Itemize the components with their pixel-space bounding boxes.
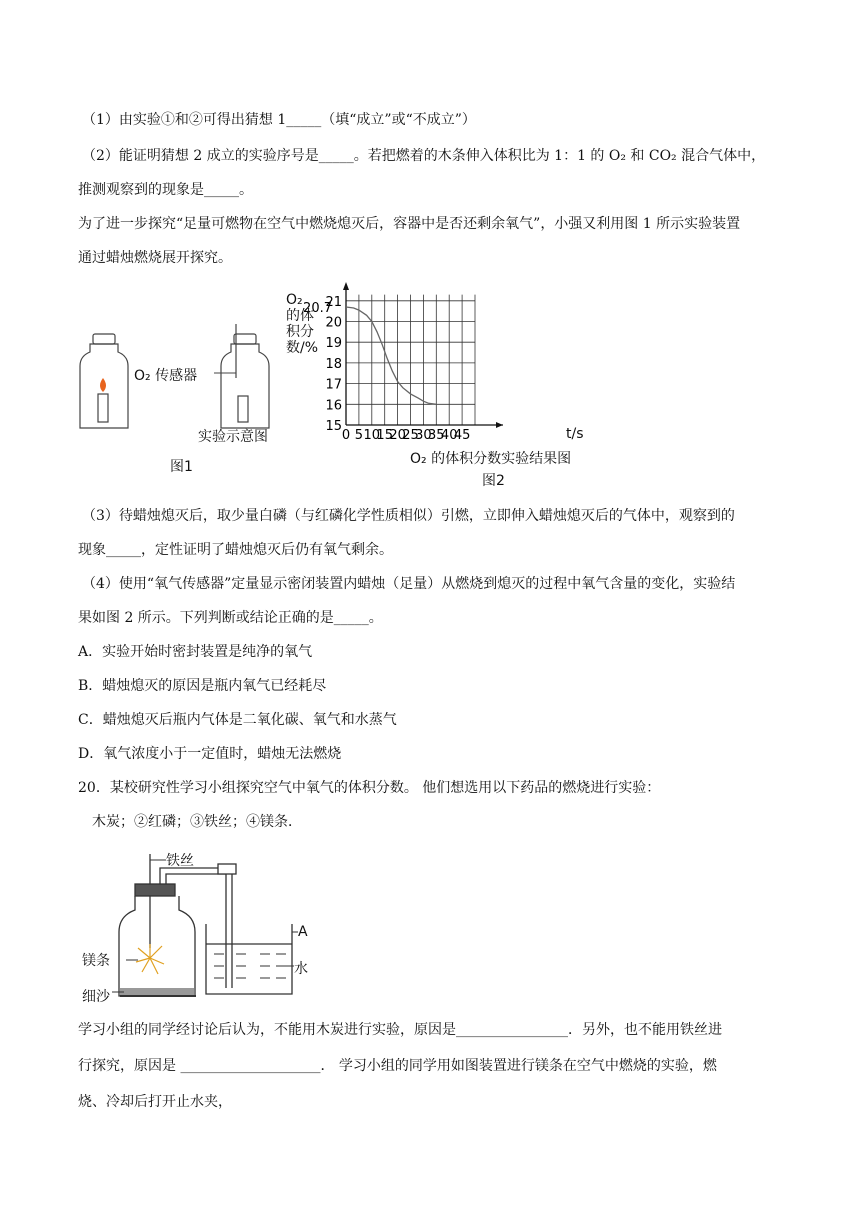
q-part2-cont: 推测观察到的现象是_____。: [78, 182, 253, 198]
label-iron-wire: 铁丝: [166, 853, 194, 869]
x-tick-label: 10: [363, 428, 381, 443]
x-axis-arrow: [496, 422, 503, 428]
figure-2-chart: [286, 280, 596, 455]
candle-flame: [100, 378, 106, 392]
water-clamp: [218, 864, 236, 874]
y-tick-label: 20: [325, 315, 342, 331]
x-tick-label: 45: [453, 428, 471, 443]
figure-2-title: O₂ 的体积分数实验结果图: [410, 451, 572, 467]
label-sand: 细沙: [82, 989, 110, 1005]
x-tick-label: 15: [376, 428, 393, 443]
option-d: D．氧气浓度小于一定值时，蜡烛无法燃烧: [78, 746, 342, 762]
figure-1-caption: 图1: [170, 459, 193, 475]
figure-2-caption: 图2: [482, 473, 505, 489]
chart-xlabel: t/s: [566, 426, 584, 442]
gas-bottle: [119, 896, 195, 996]
y-tick-label: 18: [325, 356, 342, 372]
question-20: 20．某校研究性学习小组探究空气中氧气的体积分数。 他们想选用以下药品的燃烧进行实验：: [78, 780, 661, 796]
x-tick-label: 0: [341, 428, 351, 443]
sensor-label: O₂ 传感器: [134, 368, 198, 384]
stopper: [135, 884, 175, 896]
beaker: [206, 924, 292, 994]
candle-bottle-2: [221, 324, 269, 428]
paragraph-line-2: 行探究，原因是 ____________________． 学习小组的同学用如图装置进行镁条在空气中燃烧的实验，燃: [78, 1058, 717, 1074]
q-part2: （2）能证明猜想 2 成立的实验序号是_____。若把燃着的木条伸入体积比为 1：1 的 O₂ 和 CO₂ 混合气体中，: [82, 148, 766, 164]
option-c: C．蜡烛熄灭后瓶内气体是二氧化碳、氧气和水蒸气: [78, 712, 397, 728]
water-dashes: [214, 954, 286, 978]
x-tick-label: 25: [402, 428, 419, 443]
y-tick-label: 16: [325, 398, 342, 414]
q-part3-cont: 现象_____，定性证明了蜡烛熄灭后仍有氧气剩余。: [78, 542, 393, 558]
option-a: A．实验开始时密封装置是纯净的氧气: [78, 644, 313, 660]
y-tick-label: 15: [325, 419, 342, 434]
figure-1-apparatus: [76, 318, 316, 478]
y-special-tick-label: 20.7: [303, 301, 332, 317]
q-part1: （1）由实验①和②可得出猜想 1_____（填“成立”或“不成立”）: [82, 112, 476, 128]
chart-ylabel: O₂的体积分数/%: [286, 292, 319, 356]
intro-paragraph-2: 通过蜡烛燃烧展开探究。: [78, 250, 232, 266]
burning-magnesium: [136, 944, 164, 974]
x-tick-label: 5: [354, 428, 364, 443]
y-tick-label: 19: [325, 336, 342, 352]
sand-layer: [120, 988, 194, 996]
intro-paragraph-1: 为了进一步探究“足量可燃物在空气中燃烧熄灭后，容器中是否还剩余氧气”，小强又利用图 1 所示实验装置: [78, 216, 741, 232]
q-part3: （3）待蜡烛熄灭后，取少量白磷（与红磷化学性质相似）引燃，立即伸入蜡烛熄灭后的气体中，观察到的: [82, 508, 735, 524]
paragraph-line-3: 烧、冷却后打开止水夹，: [78, 1094, 232, 1110]
schematic-label: 实验示意图: [198, 429, 268, 445]
figure-3-apparatus: [80, 848, 330, 1008]
question-20-reagents: 木炭；②红磷；③铁丝；④镁条．: [92, 814, 302, 830]
q-part4: （4）使用“氧气传感器”定量显示密闭装置内蜡烛（足量）从燃烧到熄灭的过程中氧气含量的变化，实验结: [82, 576, 736, 592]
label-a: A: [298, 924, 308, 940]
label-magnesium: 镁条: [82, 953, 110, 969]
x-tick-label: 35: [428, 428, 445, 443]
x-tick-label: 40: [440, 428, 458, 443]
y-tick-label: 21: [325, 294, 342, 310]
y-tick-label: 17: [325, 377, 342, 393]
x-tick-label: 20: [389, 428, 406, 443]
option-b: B．蜡烛熄灭的原因是瓶内氧气已经耗尽: [78, 678, 327, 694]
paragraph-line-1: 学习小组的同学经讨论后认为，不能用木炭进行实验，原因是________________．另外，也不能用铁丝进: [78, 1022, 722, 1038]
q-part4-cont: 果如图 2 所示。下列判断或结论正确的是_____。: [78, 610, 383, 626]
y-axis-arrow: [343, 282, 349, 290]
x-tick-label: 30: [415, 428, 432, 443]
label-water: 水: [294, 961, 308, 977]
